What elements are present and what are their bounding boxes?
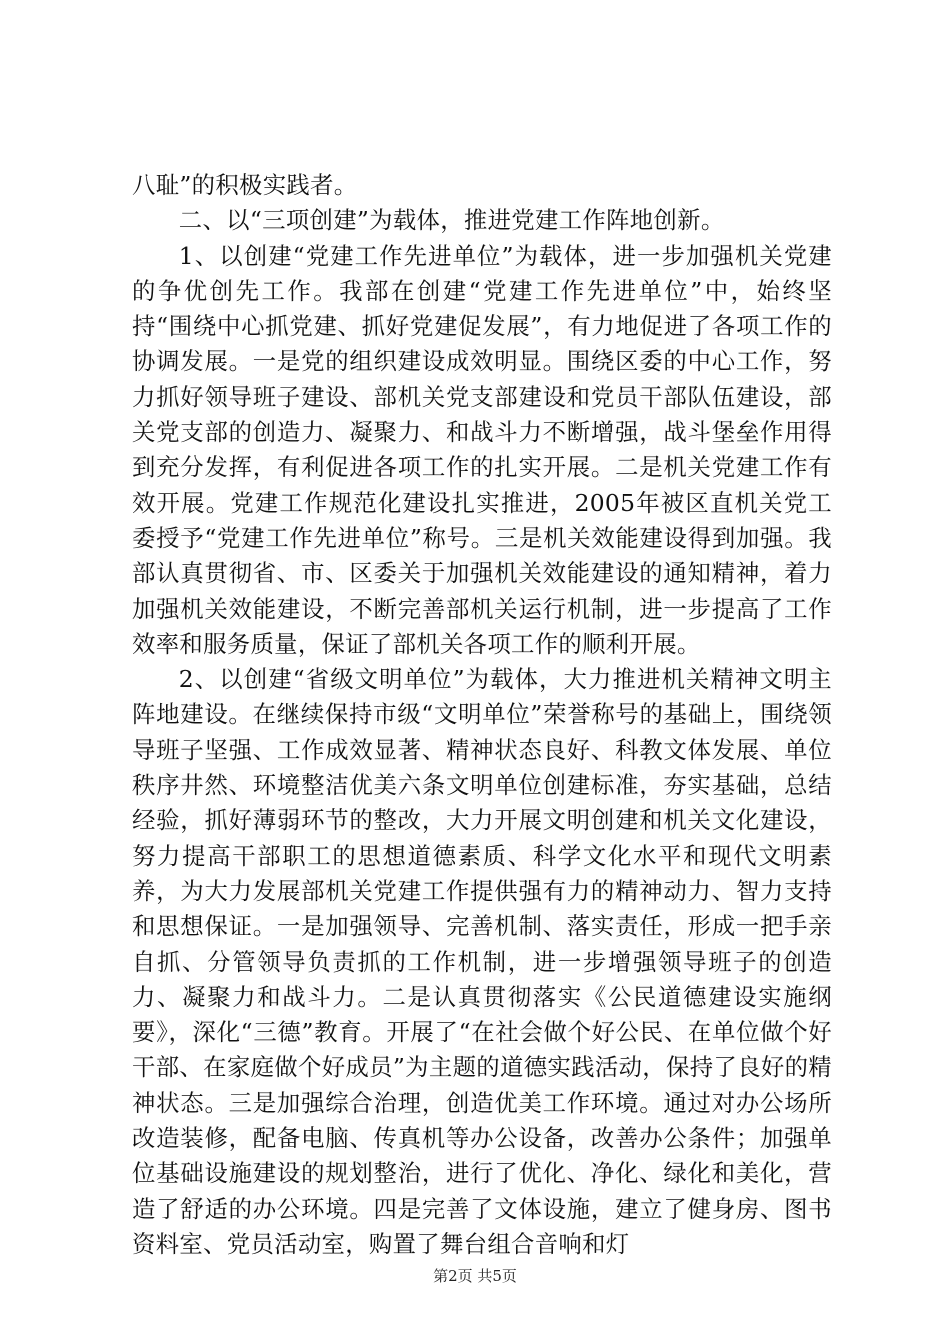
section-heading-two: 二、以“三项创建”为载体，推进党建工作阵地创新。 <box>178 206 725 235</box>
paragraph-civilized-unit: 2、以创建“省级文明单位”为载体，大力推进机关精神文明主阵地建设。在继续保持市级“文明单位”荣誉称号的基础上，围绕领导班子坚强、工作成效显著、精神状态良好、科教文体发展、单位秩序井然、环境整洁优美六条文明单位创建标准，夯实基础，总结经验，抓好薄弱环节的整改，大力开展文明创建和机关文化建设，努力提高干部职工的思想道德素质、科学文化水平和现代文明素养，为大力发展部机关党建工作提供强有力的精神动力、智力支持和思想保证。一是加强领导、完善机制、落实责任，形成一把手亲自抓、分管领导负责抓的工作机制，进一步增强领导班子的创造力、凝聚力和战斗力。二是认真贯彻落实《公民道德建设实施纲要》，深化“三德”教育。开展了“在社会做个好公民、在单位做个好干部、在家庭做个好成员”为主题的道德实践活动，保持了良好的精神状态。三是加强综合治理，创造优美工作环境。通过对办公场所改造装修，配备电脑、传真机等办公设备，改善办公条件；加强单位基础设施建设的规划整治，进行了优化、净化、绿化和美化，营造了舒适的办公环境。四是完善了文体设施，建立了健身房、图书资料室、党员活动室，购置了舞台组合音响和灯 <box>132 665 832 1258</box>
page-number-footer: 第2页 共5页 <box>433 1267 517 1285</box>
paragraph-continuation: 八耻”的积极实践者。 <box>132 171 358 199</box>
document-body <box>132 168 832 1262</box>
paragraph-party-building-unit: 1、以创建“党建工作先进单位”为载体，进一步加强机关党建的争优创先工作。我部在创建“党建工作先进单位”中，始终坚持“围绕中心抓党建、抓好党建促发展”，有力地促进了各项工作的协调发展。一是党的组织建设成效明显。围绕区委的中心工作，努力抓好领导班子建设、部机关党支部建设和党员干部队伍建设，部关党支部的创造力、凝聚力、和战斗力不断增强，战斗堡垒作用得到充分发挥，有利促进各项工作的扎实开展。二是机关党建工作有效开展。党建工作规范化建设扎实推进，2005年被区直机关党工委授予“党建工作先进单位”称号。三是机关效能建设得到加强。我部认真贯彻省、市、区委关于加强机关效能建设的通知精神，着力加强机关效能建设，不断完善部机关运行机制，进一步提高了工作效率和服务质量，保证了部机关各项工作的顺利开展。 <box>132 241 832 658</box>
